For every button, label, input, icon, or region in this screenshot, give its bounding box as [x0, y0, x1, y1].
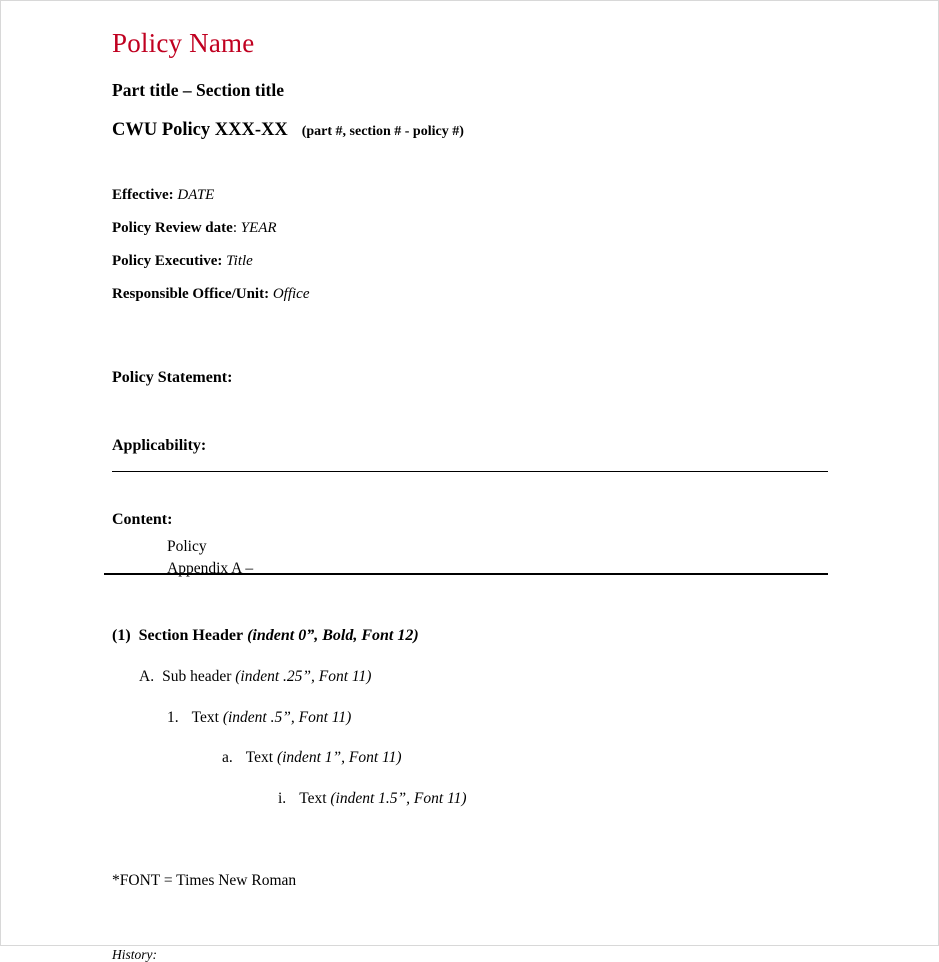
outline-marker: i.	[278, 789, 287, 807]
part-section-title: Part title – Section title	[112, 80, 285, 101]
font-note: *FONT = Times New Roman	[112, 872, 297, 890]
metadata-row-responsible-office	[112, 287, 828, 320]
metadata-label: Responsible Office/Unit	[112, 286, 265, 303]
content-heading: Content:	[112, 511, 173, 529]
outline-note: (indent 1”, Font 11)	[276, 749, 402, 767]
document-body	[112, 1, 828, 961]
divider-below-content	[104, 573, 828, 575]
outline-note: (indent .25”, Font 11)	[235, 668, 372, 686]
metadata-row-effective	[112, 188, 828, 221]
policy-number-note: (part #, section # - policy #)	[301, 124, 464, 140]
content-block	[112, 454, 828, 580]
content-list-item: Appendix A –	[167, 560, 254, 578]
outline-row	[222, 750, 828, 791]
outline-label: Text	[299, 789, 327, 807]
divider-above-content	[112, 471, 828, 472]
outline-marker: A.	[139, 668, 155, 686]
applicability-heading: Applicability:	[112, 437, 207, 455]
metadata-value: Office	[272, 286, 310, 303]
outline-row	[112, 628, 828, 669]
metadata-row-policy-review-date	[112, 221, 828, 254]
metadata-label: Policy Review date	[112, 220, 233, 237]
page-title: Policy Name	[112, 28, 255, 58]
outline-note: (indent 0”, Bold, Font 12)	[247, 627, 419, 645]
outline-marker: a.	[222, 749, 233, 767]
policy-number-line	[112, 101, 828, 141]
metadata-separator: :	[168, 187, 174, 204]
outline-row	[278, 791, 828, 832]
outline-label: Section Header	[138, 627, 244, 645]
metadata-separator: :	[217, 253, 223, 270]
metadata-separator: :	[232, 220, 237, 237]
history-label: History:	[112, 946, 157, 962]
outline-row	[139, 669, 828, 710]
metadata-value: DATE	[177, 187, 215, 204]
metadata-value: Title	[226, 253, 253, 270]
outline-label: Text	[245, 749, 274, 767]
metadata-block	[112, 141, 828, 320]
outline-note: (indent 1.5”, Font 11)	[330, 789, 467, 807]
metadata-label: Effective	[112, 187, 169, 204]
outline-note: (indent .5”, Font 11)	[222, 708, 352, 726]
outline-marker: (1)	[112, 627, 131, 645]
outline-label: Sub header	[162, 668, 232, 686]
metadata-separator: :	[264, 286, 270, 303]
outline-label: Text	[191, 708, 219, 726]
metadata-value: YEAR	[240, 220, 277, 237]
outline-block	[112, 580, 828, 831]
content-list-item: Policy	[167, 538, 207, 556]
outline-marker: 1.	[167, 708, 179, 726]
metadata-label: Policy Executive	[112, 253, 218, 270]
outline-row	[167, 710, 828, 751]
metadata-row-policy-executive	[112, 254, 828, 287]
policy-statement-heading: Policy Statement:	[112, 369, 233, 387]
policy-number: CWU Policy XXX-XX	[112, 120, 288, 141]
